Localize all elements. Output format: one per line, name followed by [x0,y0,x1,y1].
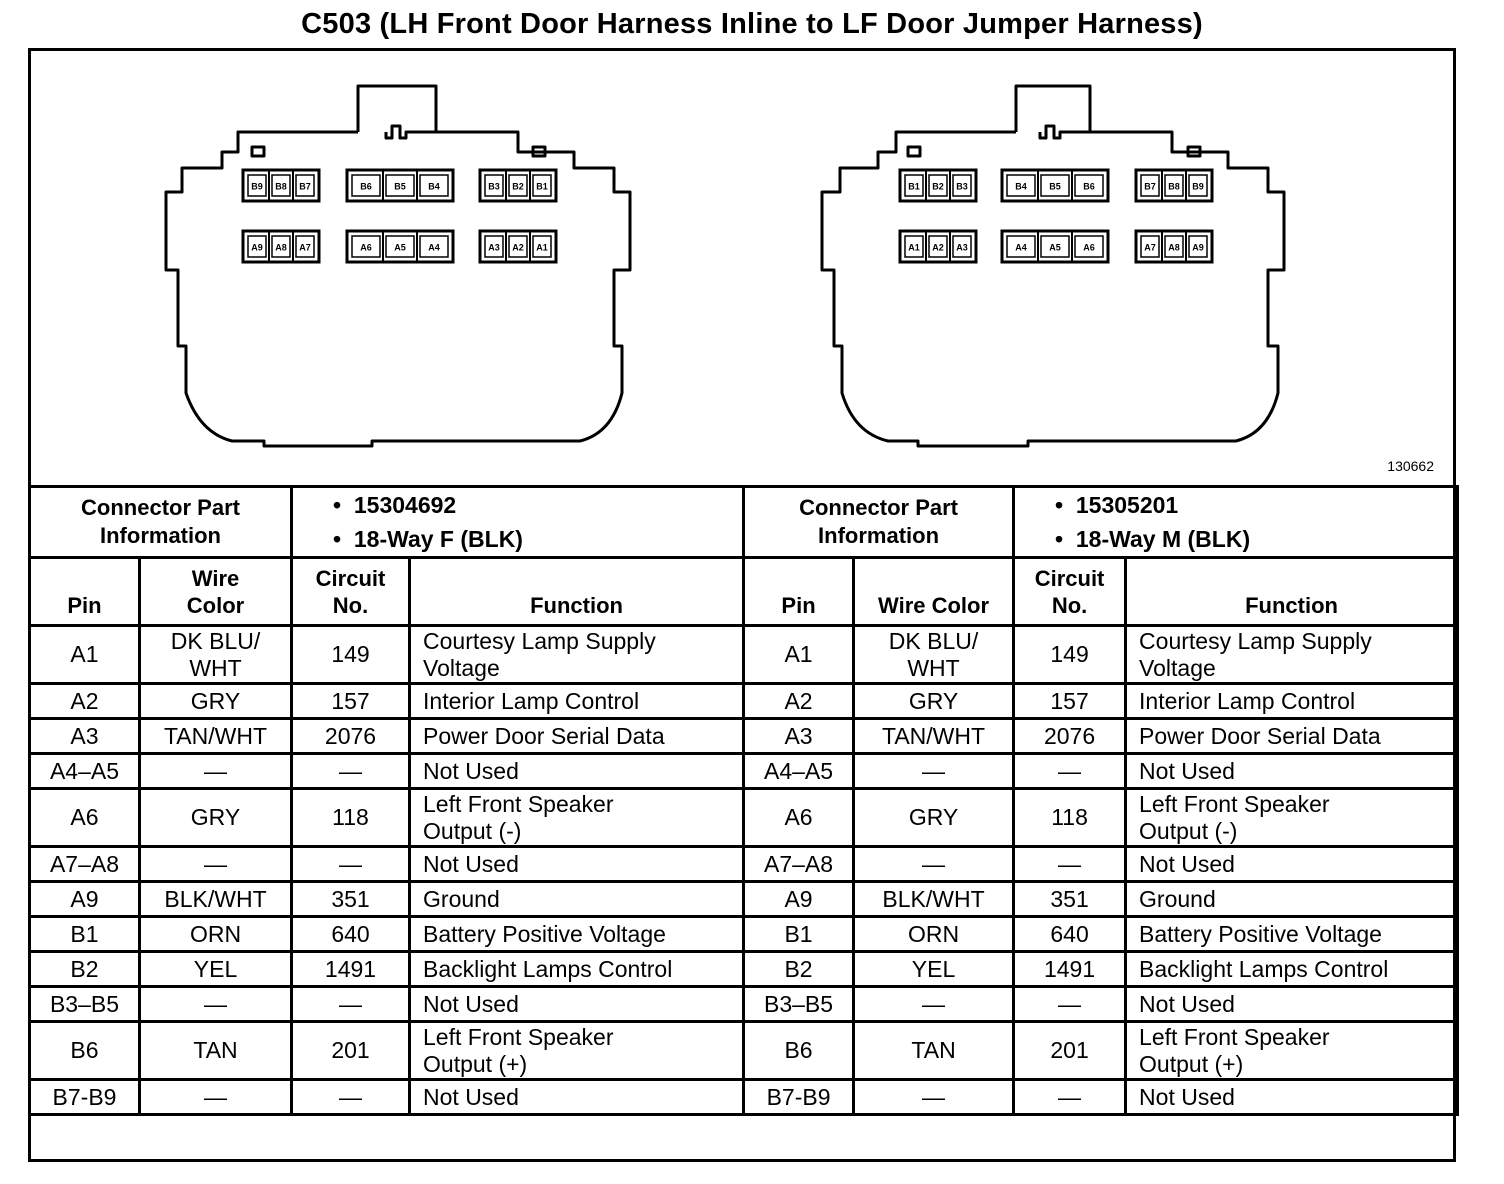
connector-diagrams [28,48,1456,488]
circuit-cell [1014,754,1126,789]
function-cell-text: Not Used [423,1083,519,1110]
pin-cell [744,684,854,719]
table-row [30,789,1458,847]
pin-cell-text: B1 [70,920,99,947]
function-cell-text: Power Door Serial Data [423,722,665,749]
pin-label: A9 [1192,242,1204,253]
pin-cell [30,882,140,917]
circuit-cell [1014,882,1126,917]
circuit-cell-text: 2076 [324,722,377,749]
info-label-line1: Connector Part [799,495,958,520]
circuit-cell-text: 118 [1051,804,1088,830]
header-pin: Pin [744,558,854,626]
pin-cell [30,684,140,719]
circuit-cell [292,882,410,917]
wire-color-cell-text: DK BLU/ [888,627,979,654]
wire-color-cell [854,882,1014,917]
pin-cell [30,719,140,754]
pin-label: B5 [1049,181,1061,192]
function-cell-text: Not Used [423,757,519,784]
circuit-cell [1014,917,1126,952]
function-cell-text: Not Used [1139,850,1235,877]
function-cell [1126,1080,1458,1115]
circuit-cell-text: 351 [1050,885,1089,912]
wire-color-cell-text: GRY [190,804,241,830]
table-row [30,719,1458,754]
pin-label: B3 [956,181,968,192]
table-row [30,754,1458,789]
circuit-cell-text: — [339,757,363,784]
circuit-cell [292,754,410,789]
left-connector-outline [166,86,630,446]
pin-label: A4 [1015,242,1027,253]
table-row [30,684,1458,719]
table-row [30,1022,1458,1080]
bullet: • [1055,526,1064,552]
wire-color-cell-text: TAN/WHT [163,722,268,749]
left-part-type-value: 18-Way F (BLK) [353,526,523,552]
function-cell [1126,754,1458,789]
pin-label: B1 [536,181,548,192]
table-row [30,626,1458,684]
circuit-cell-text: — [1058,990,1082,1017]
pin-cell [744,789,854,847]
pin-label: B2 [512,181,524,192]
pin-cell-text: B7-B9 [766,1083,831,1110]
circuit-cell-text: — [339,850,363,877]
function-cell-text: Ground [1139,885,1216,912]
wire-color-cell [854,626,1014,684]
connector-drawings [28,48,1456,488]
function-cell-text: Left Front Speaker [1139,1023,1330,1050]
circuit-cell [1014,719,1126,754]
wire-color-cell-text: TAN [193,1037,238,1063]
pin-cell-text: B1 [784,920,813,947]
function-cell-text: Battery Positive Voltage [1139,920,1382,947]
wire-color-cell-text: ORN [907,920,960,947]
function-cell-text: Output (-) [423,817,522,844]
function-cell-text: Voltage [423,654,500,681]
wire-color-cell-text: GRY [908,687,959,714]
wire-color-cell [854,917,1014,952]
circuit-cell-text: 1491 [324,955,377,982]
circuit-cell [1014,626,1126,684]
pin-label: B2 [932,181,944,192]
pin-label: B8 [275,181,287,192]
pin-cell [744,626,854,684]
header-wire-line1: Wire [191,565,240,591]
wire-color-cell [854,754,1014,789]
header-circuit-line2: No. [1051,592,1088,618]
page-title: C503 (LH Front Door Harness Inline to LF Door Jumper Harness) [301,8,1203,40]
function-cell-text: Ground [423,885,500,912]
function-cell-text: Not Used [423,850,519,877]
pin-cell [30,626,140,684]
function-cell-text: Left Front Speaker [1139,790,1330,817]
circuit-cell [292,987,410,1022]
header-circuit-line2: No. [332,592,369,618]
wire-color-cell [854,719,1014,754]
pin-cell-text: A4–A5 [764,757,834,784]
function-cell-text: Courtesy Lamp Supply [1139,627,1372,654]
pin-label: B7 [299,181,311,192]
pin-label: B1 [908,181,920,192]
circuit-cell-text: 118 [332,804,369,830]
circuit-cell-text: 2076 [1043,722,1096,749]
wire-color-cell-text: YEL [911,955,956,982]
function-cell [410,754,744,789]
left-part-info [292,487,744,558]
pin-cell-text: A1 [70,641,99,667]
pin-label: A9 [251,242,263,253]
circuit-cell [1014,1022,1126,1080]
pin-cell [744,1080,854,1115]
circuit-cell-text: 1491 [1043,955,1096,982]
circuit-cell-text: 149 [331,641,370,667]
pin-cell-text: B2 [70,955,99,982]
function-cell-text: Output (+) [423,1050,528,1077]
pin-cell [30,754,140,789]
function-cell [410,917,744,952]
circuit-cell-text: 157 [331,687,370,714]
circuit-cell [1014,789,1126,847]
pin-label: A1 [536,242,548,253]
header-wire-line2: Color [186,592,245,618]
wire-color-cell [854,1080,1014,1115]
wire-color-cell [854,987,1014,1022]
function-cell-text: Voltage [1139,654,1216,681]
circuit-cell-text: — [339,990,363,1017]
pin-cell-text: A3 [70,722,99,749]
pin-label: B9 [251,181,263,192]
function-cell-text: Left Front Speaker [423,1023,614,1050]
table-header-row [30,558,1458,626]
wire-color-cell-text: TAN/WHT [882,722,986,749]
circuit-cell [292,952,410,987]
function-cell [410,1080,744,1115]
function-cell [410,626,744,684]
function-cell-text: Backlight Lamps Control [1139,955,1389,982]
info-label-line2: Information [818,523,940,548]
pin-label: A5 [394,242,406,253]
pin-label: A8 [275,242,287,253]
circuit-cell-text: 149 [1050,641,1089,667]
header-pin: Pin [30,558,140,626]
wire-color-cell-text: YEL [193,955,238,982]
pin-label: A1 [908,242,920,253]
pin-label: A8 [1168,242,1180,253]
circuit-cell-text: — [339,1083,363,1110]
function-cell-text: Not Used [1139,757,1235,784]
circuit-cell [292,1080,410,1115]
wire-color-cell [140,987,292,1022]
table-row [30,952,1458,987]
wire-color-cell [854,684,1014,719]
wire-color-cell [140,917,292,952]
circuit-cell [292,847,410,882]
figure-id: 130662 [1387,458,1434,474]
pin-label: A2 [512,242,524,253]
wire-color-cell [140,1022,292,1080]
bullet: • [333,526,342,552]
circuit-cell [292,684,410,719]
function-cell [410,1022,744,1080]
pin-cell-text: A9 [784,885,813,912]
wire-color-cell [140,882,292,917]
pin-cell [30,847,140,882]
pin-cell [744,882,854,917]
function-cell [1126,1022,1458,1080]
circuit-cell [1014,847,1126,882]
function-cell [410,847,744,882]
pin-label: B6 [360,181,372,192]
circuit-cell-text: — [1058,1083,1082,1110]
function-cell-text: Not Used [1139,990,1235,1017]
function-cell-text: Not Used [423,990,519,1017]
pin-cell-text: A4–A5 [49,757,120,784]
pin-label: A3 [956,242,968,253]
wire-color-cell [854,952,1014,987]
pin-cell-text: B3–B5 [764,990,834,1017]
circuit-cell [1014,1080,1126,1115]
circuit-cell-text: 201 [331,1037,370,1063]
pin-label: A3 [488,242,500,253]
table-row [30,917,1458,952]
header-circuit [1014,558,1126,626]
pin-label: B8 [1168,181,1180,192]
pin-cell-text: A6 [784,804,813,830]
bullet: • [1055,492,1064,518]
function-cell [1126,882,1458,917]
function-cell [1126,684,1458,719]
wire-color-cell-text: — [204,990,227,1017]
pin-cell-text: A1 [784,641,813,667]
header-circuit [292,558,410,626]
function-cell [410,952,744,987]
right-connector-outline [822,86,1284,446]
wire-color-cell-text: BLK/WHT [164,885,267,912]
wire-color-cell [854,1022,1014,1080]
header-function: Function [1126,558,1458,626]
pin-cell [744,719,854,754]
pin-cell [30,789,140,847]
pin-label: A7 [299,242,311,253]
wire-color-cell-text: — [922,1083,946,1110]
connector-info-row [30,487,1458,558]
wire-color-cell [140,847,292,882]
circuit-cell [292,1022,410,1080]
function-cell-text: Output (-) [1139,817,1238,844]
circuit-cell-text: 640 [1050,920,1089,947]
pin-label: B3 [488,181,500,192]
circuit-cell-text: — [1058,757,1082,784]
function-cell [1126,626,1458,684]
pin-label: A7 [1144,242,1156,253]
pin-cell [744,847,854,882]
pin-cell-text: B2 [784,955,813,982]
header-function: Function [410,558,744,626]
wire-color-cell-text: — [922,990,946,1017]
pin-label: A6 [1083,242,1095,253]
function-cell-text: Backlight Lamps Control [423,955,673,982]
info-label-line1: Connector Part [81,495,240,520]
pin-label: A2 [932,242,944,253]
wire-color-cell [140,719,292,754]
function-cell [410,684,744,719]
circuit-cell [292,626,410,684]
function-cell [410,987,744,1022]
pin-cell-text: B6 [784,1037,813,1063]
pin-cell-text: A2 [70,687,99,714]
pin-cell [30,952,140,987]
header-circuit-line1: Circuit [315,565,386,591]
pin-label: A4 [428,242,440,253]
info-label-line2: Information [100,523,221,548]
pin-cell-text: A7–A8 [49,850,120,877]
pin-cell [30,1022,140,1080]
pin-cell-text: A9 [70,885,99,912]
wire-color-cell-text: TAN [911,1037,956,1063]
function-cell [410,719,744,754]
left-part-type [333,522,738,556]
wire-color-cell-text: ORN [189,920,242,947]
wire-color-cell-text: GRY [908,804,959,830]
pin-cell-text: A2 [784,687,813,714]
function-cell [1126,987,1458,1022]
pin-cell [744,987,854,1022]
circuit-cell-text: 640 [331,920,370,947]
pin-cell-text: A3 [784,722,813,749]
pin-cell-text: B6 [70,1037,99,1063]
function-cell-text: Output (+) [1139,1050,1244,1077]
right-part-info [1014,487,1458,558]
right-part-type-value: 18-Way M (BLK) [1075,526,1251,552]
pin-label: A6 [360,242,372,253]
wire-color-cell [140,789,292,847]
wire-color-cell-text: — [204,757,227,784]
header-wire-color [140,558,292,626]
wire-color-cell-text: GRY [190,687,241,714]
header-wire-color: Wire Color [854,558,1014,626]
pin-cell [744,952,854,987]
circuit-cell [1014,987,1126,1022]
table-row [30,882,1458,917]
table-row [30,1080,1458,1115]
function-cell [410,789,744,847]
connector-info-label-right [744,487,1014,558]
circuit-cell [1014,952,1126,987]
circuit-cell-text: 157 [1050,687,1089,714]
function-cell-text: Interior Lamp Control [423,687,640,714]
pin-label: B9 [1192,181,1204,192]
wire-color-cell-text: — [204,850,227,877]
function-cell-text: Not Used [1139,1083,1235,1110]
wire-color-cell-text: — [922,850,946,877]
circuit-cell [292,789,410,847]
wire-color-cell [854,847,1014,882]
wire-color-cell [140,1080,292,1115]
function-cell-text: Interior Lamp Control [1139,687,1356,714]
pin-label: B4 [428,181,440,192]
wire-color-cell [140,754,292,789]
wire-color-cell-text: — [922,757,946,784]
function-cell [1126,847,1458,882]
function-cell-text: Power Door Serial Data [1139,722,1381,749]
circuit-cell-text: 201 [1050,1037,1089,1063]
pin-label: B5 [394,181,406,192]
wire-color-cell-text: BLK/WHT [882,885,985,912]
wire-color-cell [140,684,292,719]
pin-cell-text: A7–A8 [764,850,834,877]
function-cell-text: Battery Positive Voltage [423,920,666,947]
pin-label: B7 [1144,181,1156,192]
pin-label: B6 [1083,181,1095,192]
circuit-cell-text: — [1058,850,1082,877]
pin-cell-text: B7-B9 [52,1083,117,1110]
circuit-cell [1014,684,1126,719]
bullet: • [333,492,342,518]
left-part-number-value: 15304692 [353,492,457,518]
pin-label: B4 [1015,181,1027,192]
right-part-number-value: 15305201 [1075,492,1179,518]
wire-color-cell [854,789,1014,847]
wire-color-cell-text: WHT [907,654,960,681]
pin-cell [30,1080,140,1115]
pinout-table [28,485,1459,1116]
wire-color-cell-text: DK BLU/ [170,627,261,654]
function-cell-text: Courtesy Lamp Supply [423,627,656,654]
right-part-type [1055,522,1452,556]
circuit-cell [292,917,410,952]
function-cell [1126,719,1458,754]
circuit-cell-text: 351 [331,885,370,912]
pin-cell-text: A6 [70,804,99,830]
wire-color-cell-text: WHT [189,654,242,681]
pin-cell [744,1022,854,1080]
table-row [30,987,1458,1022]
function-cell [1126,789,1458,847]
wire-color-cell [140,952,292,987]
pin-cell [30,987,140,1022]
wire-color-cell-text: — [204,1083,227,1110]
pin-label: A5 [1049,242,1061,253]
circuit-cell [292,719,410,754]
wire-color-cell [140,626,292,684]
function-cell [1126,952,1458,987]
connector-info-label-left [30,487,292,558]
table-row [30,847,1458,882]
right-part-number [1055,488,1452,522]
pin-cell [30,917,140,952]
header-circuit-line1: Circuit [1034,565,1105,591]
left-part-number [333,488,738,522]
function-cell-text: Left Front Speaker [423,790,614,817]
pin-cell [744,754,854,789]
pin-cell-text: B3–B5 [49,990,120,1017]
pin-cell [744,917,854,952]
function-cell [1126,917,1458,952]
function-cell [410,882,744,917]
